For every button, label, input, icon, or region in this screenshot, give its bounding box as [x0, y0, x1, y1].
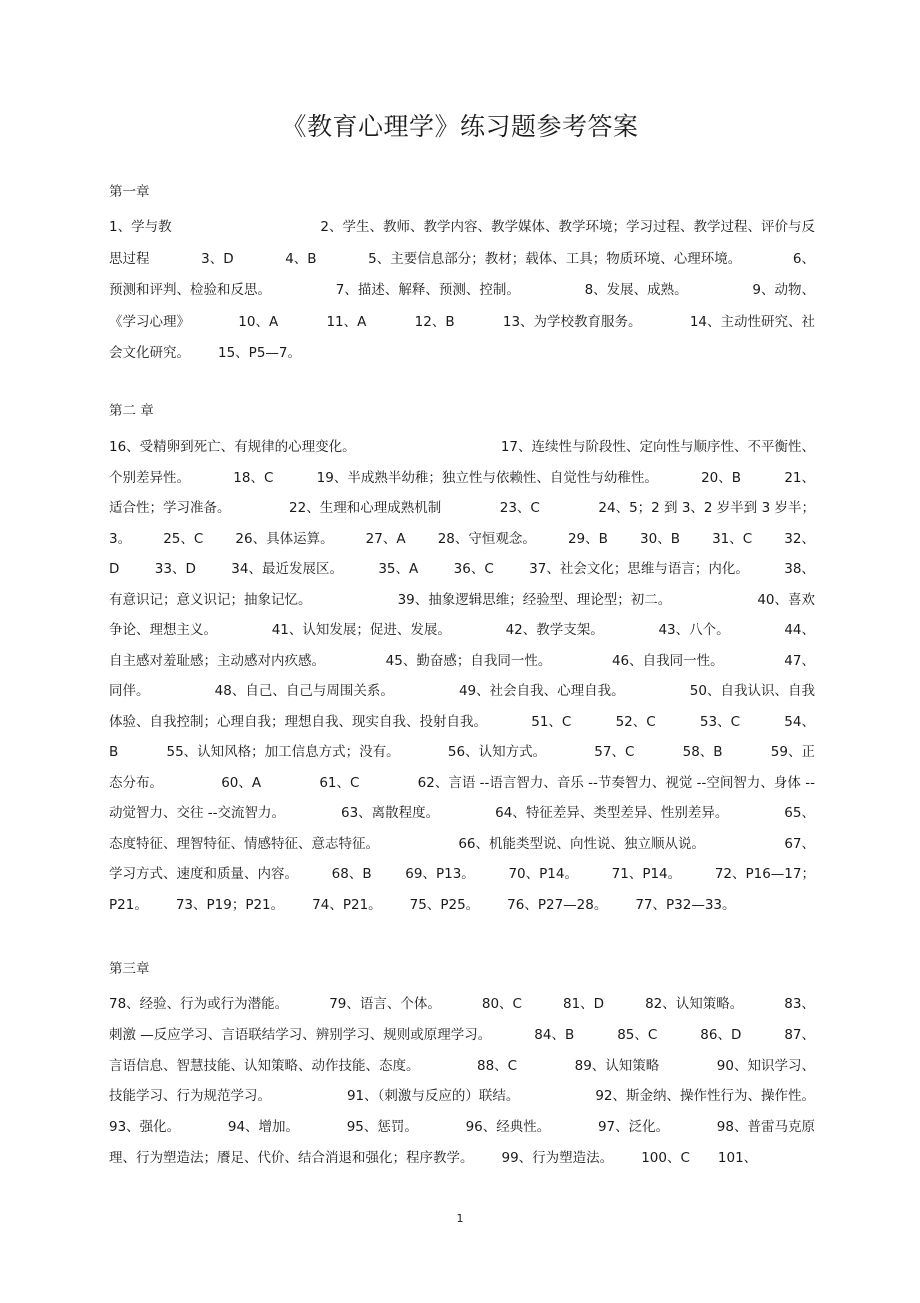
answer-segment: 态分布。	[109, 774, 163, 791]
answer-segment: D	[109, 561, 120, 577]
answer-segment: 79、语言、个体。	[329, 996, 441, 1012]
answer-segment: 11、A	[326, 313, 367, 330]
answer-segment: 32、	[784, 530, 815, 547]
answer-segment: 82、认知策略。	[645, 996, 744, 1012]
answer-segment: 51、C	[531, 713, 572, 730]
answer-segment: 40、喜欢	[757, 591, 815, 608]
answer-segment: 80、C	[481, 996, 522, 1012]
answer-segment: 61、C	[319, 774, 360, 791]
answer-segment: 68、B	[331, 866, 372, 882]
answer-segment: 3。	[109, 530, 132, 547]
answer-segment: 53、C	[699, 713, 741, 730]
answer-segment: 技能学习、行为规范学习。	[109, 1088, 271, 1105]
answer-segment: 28、守恒观念。	[437, 530, 536, 547]
answer-segment: 55、认知风格；加工信息方式；没有。	[166, 744, 400, 760]
answer-segment: 78、经验、行为或行为潜能。	[109, 996, 289, 1012]
answer-line	[109, 896, 815, 914]
answer-segment: B	[109, 744, 119, 760]
answer-segment: 个别差异性。	[109, 469, 190, 486]
answer-segment: 言语信息、智慧技能、认知策略、动作技能、态度。	[109, 1057, 420, 1074]
answer-line	[109, 995, 815, 1013]
answer-segment: 25、C	[163, 530, 204, 547]
answer-segment: 50、自我认识、自我	[689, 683, 815, 699]
answer-segment: 17、连续性与阶段性、定向性与顺序性、不平衡性、	[500, 439, 815, 455]
answer-segment: 23、C	[499, 500, 540, 516]
answer-line	[109, 313, 815, 331]
answer-segment: 20、B	[701, 469, 742, 486]
answer-segment: 42、教学支架。	[505, 622, 604, 638]
answer-segment: 刺激 —反应学习、言语联结学习、辨别学习、规则或原理学习。	[109, 1026, 492, 1043]
answer-segment: 10、A	[238, 313, 279, 330]
answer-segment: 71、P14。	[611, 866, 682, 882]
answer-segment: 14、主动性研究、社	[689, 313, 815, 330]
answer-segment: 74、P21。	[312, 896, 382, 913]
answer-segment: 26、具体运算。	[235, 530, 334, 547]
answer-segment: 64、特征差异、类型差异、性别差异。	[495, 805, 729, 821]
answer-segment: 1、学与教	[109, 219, 172, 235]
answer-segment: 争论、理想主义。	[109, 622, 217, 638]
answer-segment: 24、5；2 到 3、2 岁半到 3 岁半；	[598, 500, 815, 516]
answer-segment: 预测和评判、检验和反思。	[109, 282, 271, 298]
answer-segment: 88、C	[477, 1057, 518, 1074]
answer-segment: 83、	[784, 996, 815, 1012]
answer-segment: 2、学生、教师、教学内容、教学媒体、教学环境；学习过程、教学过程、评价与反	[320, 219, 815, 235]
answer-segment: 57、C	[594, 744, 635, 760]
answer-segment: 48、自己、自己与周围关系。	[214, 683, 394, 699]
answer-segment: 31、C	[712, 530, 753, 547]
answer-segment: 21、	[784, 469, 815, 486]
answer-segment: 43、八个。	[658, 622, 730, 638]
answer-segment: 99、行为塑造法。	[501, 1150, 614, 1166]
answer-segment: 7、描述、解释、预测、控制。	[335, 282, 520, 298]
answer-line	[109, 774, 815, 792]
answer-line	[109, 250, 815, 268]
answer-segment: 93、强化。	[109, 1119, 181, 1136]
answer-segment: 77、P32—33。	[635, 896, 736, 913]
answer-segment: 13、为学校教育服务。	[502, 313, 642, 330]
answer-segment: 97、泛化。	[597, 1119, 670, 1136]
answer-line	[109, 713, 815, 731]
answer-segment: 适合性；学习准备。	[109, 500, 231, 516]
answer-segment: 30、B	[640, 530, 680, 547]
answer-segment: 6、	[792, 250, 815, 267]
answer-segment: 35、A	[378, 561, 419, 577]
answer-segment: 70、P14。	[508, 866, 578, 882]
answer-segment: 46、自我同一性。	[611, 652, 724, 669]
answer-segment: 81、D	[562, 996, 605, 1012]
answer-line	[109, 1149, 815, 1167]
answer-line	[109, 469, 815, 487]
page-number: 1	[456, 1212, 464, 1225]
answer-segment: 89、认知策略	[574, 1057, 660, 1074]
answer-segment: 62、言语 --语言智力、音乐 --节奏智力、视觉 --空间智力、身体 --	[417, 774, 815, 791]
answer-line	[109, 865, 815, 883]
answer-segment: 95、惩罚。	[346, 1119, 418, 1136]
answer-segment: 33、D	[154, 561, 196, 577]
answer-segment: 65、	[784, 805, 815, 821]
answer-segment: 理、行为塑造法；餍足、代价、结合消退和强化；程序教学。	[109, 1150, 474, 1166]
chapter-heading: 第一章	[109, 184, 150, 200]
answer-segment: 5、主要信息部分；教材；载体、工具；物质环境、心理环境。	[368, 250, 742, 267]
answer-segment: 54、	[784, 713, 815, 730]
answer-segment: 73、P19；P21。	[175, 896, 285, 913]
document-title: 《教育心理学》练习题参考答案	[281, 112, 639, 141]
answer-segment: 29、B	[567, 530, 608, 547]
answer-segment: 有意识记；意义识记；抽象记忆。	[109, 591, 312, 608]
answer-segment: 4、B	[285, 250, 317, 267]
answer-segment: 91、（刺激与反应的）联结。	[346, 1088, 520, 1105]
answer-segment: 84、B	[534, 1026, 575, 1043]
answer-segment: 60、A	[221, 774, 262, 791]
answer-segment: 27、A	[365, 530, 406, 547]
answer-segment: 94、增加。	[227, 1119, 300, 1136]
answer-segment: 36、C	[453, 561, 494, 577]
answer-segment: 96、经典性。	[465, 1119, 551, 1136]
answer-segment: 体验、自我控制；心理自我；理想自我、现实自我、投射自我。	[109, 713, 487, 730]
answer-segment: 59、正	[770, 744, 815, 760]
answer-line	[109, 743, 815, 761]
chapter-heading: 第三章	[109, 961, 150, 977]
answer-segment: 72、P16—17；	[714, 866, 815, 882]
answer-segment: 同伴。	[109, 683, 150, 699]
answer-segment: 63、离散程度。	[341, 805, 440, 821]
answer-line	[109, 281, 815, 299]
answer-segment: 22、生理和心理成熟机制	[289, 500, 442, 516]
answer-line	[109, 499, 815, 517]
answer-segment: 41、认知发展；促进、发展。	[271, 622, 451, 638]
answer-line	[109, 560, 815, 578]
answer-segment: 37、社会文化；思维与语言；内化。	[529, 561, 749, 577]
answer-segment: P21。	[109, 896, 148, 913]
answer-segment: 8、发展、成熟。	[584, 282, 688, 298]
answer-segment: 12、B	[414, 313, 455, 330]
answer-line	[109, 218, 815, 236]
answer-segment: 47、	[784, 652, 815, 669]
answer-segment: 39、抽象逻辑思维；经验型、理论型；初二。	[397, 591, 672, 608]
answer-line	[109, 682, 815, 700]
answer-segment: 会文化研究。	[109, 345, 190, 361]
answer-line	[109, 344, 815, 362]
answer-line	[109, 591, 815, 609]
answer-segment: 58、B	[682, 744, 723, 760]
answer-segment: 75、P25。	[409, 896, 480, 913]
answer-segment: 69、P13。	[405, 866, 475, 882]
answer-line	[109, 1057, 815, 1075]
answer-segment: 16、受精卵到死亡、有规律的心理变化。	[109, 439, 356, 455]
answer-line	[109, 438, 815, 456]
answer-segment: 自主感对羞耻感；主动感对内疚感。	[109, 652, 325, 669]
answer-segment: 19、半成熟半幼稚；独立性与依赖性、自觉性与幼稚性。	[316, 469, 658, 486]
answer-line	[109, 652, 815, 670]
chapter-heading: 第二 章	[109, 403, 154, 419]
answer-line	[109, 804, 815, 822]
answer-segment: 9、动物、	[752, 282, 815, 298]
answer-segment: 56、认知方式。	[447, 744, 547, 760]
answer-segment: 92、斯金纳、操作性行为、操作性。	[595, 1088, 815, 1105]
answer-segment: 67、	[784, 835, 815, 852]
answer-segment: 18、C	[233, 469, 274, 486]
answer-segment: 86、D	[700, 1026, 742, 1043]
answer-segment: 38、	[784, 561, 815, 577]
answer-line	[109, 1026, 815, 1044]
answer-segment: 100、C	[641, 1150, 690, 1166]
answer-segment: 98、普雷马克原	[716, 1119, 815, 1136]
answer-segment: 思过程	[109, 250, 150, 267]
answer-line	[109, 1118, 815, 1136]
answer-segment: 《学习心理》	[109, 313, 190, 330]
answer-segment: 学习方式、速度和质量、内容。	[109, 866, 298, 882]
answer-segment: 34、最近发展区。	[231, 561, 343, 577]
answer-segment: 52、C	[615, 713, 656, 730]
answer-segment: 87、	[784, 1026, 815, 1043]
answer-line	[109, 1087, 815, 1105]
answer-segment: 49、社会自我、心理自我。	[458, 683, 625, 699]
answer-segment: 15、P5—7。	[218, 345, 301, 361]
answer-line	[109, 835, 815, 853]
answer-segment: 85、C	[617, 1026, 658, 1043]
answer-segment: 76、P27—28。	[507, 896, 608, 913]
answer-segment: 44、	[784, 622, 815, 638]
answer-segment: 66、机能类型说、向性说、独立顺从说。	[458, 835, 705, 852]
answer-segment: 101、	[717, 1150, 758, 1166]
answer-segment: 90、知识学习、	[716, 1057, 815, 1074]
answer-segment: 动觉智力、交往 --交流智力。	[109, 805, 286, 821]
answer-segment: 45、勤奋感；自我同一性。	[385, 652, 552, 669]
answer-line	[109, 530, 815, 548]
answer-line	[109, 621, 815, 639]
answer-segment: 3、D	[201, 250, 234, 267]
answer-segment: 态度特征、理智特征、情感特征、意志特征。	[109, 835, 379, 852]
